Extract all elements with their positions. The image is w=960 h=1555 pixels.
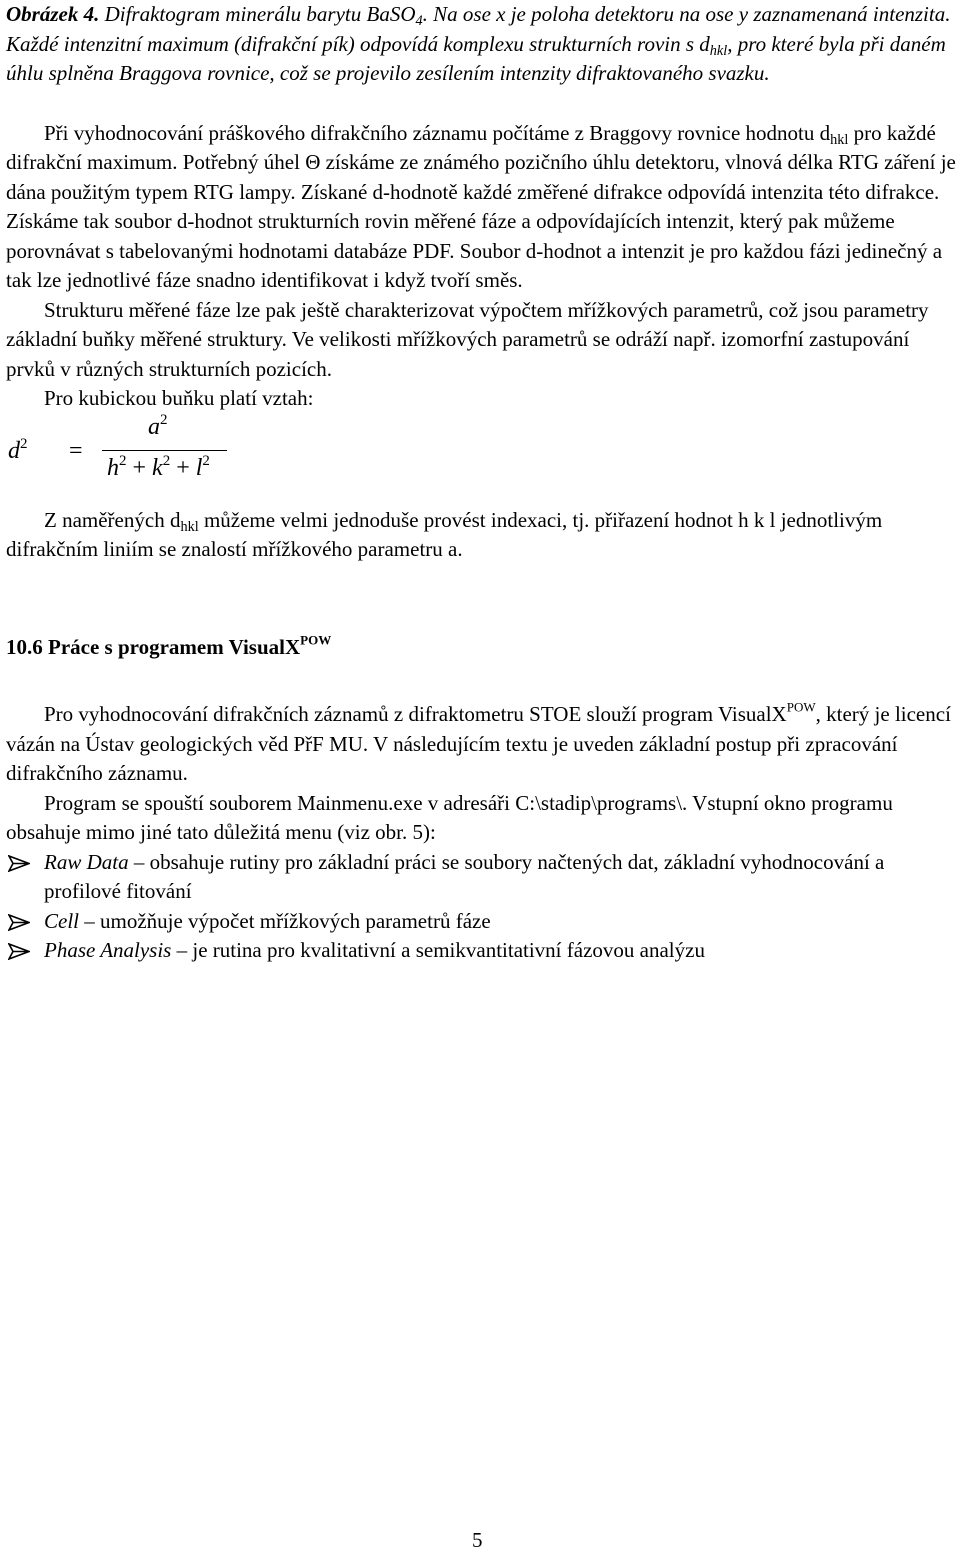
caption-text: , pro které byla při daném úhlu splněna Braggova rovnice, což se projevilo zesílením intenzity difraktovaného svazku. xyxy=(6,31,946,85)
list-item-text: – obsahuje rutiny pro základní práci se soubory načtených dat, základní vyhodnocování a profilové fitování xyxy=(44,849,885,903)
formula-lhs xyxy=(8,435,28,465)
document-page xyxy=(6,0,956,966)
formula-numerator xyxy=(148,411,168,441)
paragraph-superscript: POW xyxy=(786,699,816,715)
formula-exponent: 2 xyxy=(202,452,210,469)
paragraph-visualx xyxy=(6,700,956,789)
caption-text: Difraktogram minerálu barytu BaSO xyxy=(99,2,416,26)
caption-label: Obrázek 4. xyxy=(6,2,100,26)
paragraph-lattice xyxy=(6,296,956,385)
menu-name: Raw Data xyxy=(44,849,129,874)
formula-denominator xyxy=(107,452,210,482)
arrow-bullet-icon xyxy=(8,855,30,872)
fraction-bar xyxy=(102,450,227,451)
paragraph-indexing xyxy=(6,506,956,565)
formula-plus: + xyxy=(132,454,147,481)
paragraph-text: Pro vyhodnocování difrakčních záznamů z difraktometru STOE slouží program VisualX xyxy=(44,702,787,726)
menu-list xyxy=(6,848,956,966)
list-item xyxy=(6,936,956,966)
formula-exponent: 2 xyxy=(162,452,171,469)
list-item-text: – je rutina pro kvalitativní a semikvantitativní fázovou analýzu xyxy=(171,938,705,962)
formula-exponent: 2 xyxy=(160,411,168,428)
formula-variable-l: l xyxy=(195,454,203,481)
paragraph-subscript: hkl xyxy=(180,518,199,535)
paragraph-text: Strukturu měřené fáze lze pak ještě charakterizovat výpočtem mřížkových parametrů, což jsou parametry základní buňky měřené struktury. Ve velikosti mřížkových parametrů se odráží např. izomorfní zastupování prvků v různých strukturních pozicích. xyxy=(6,297,929,381)
figure-caption xyxy=(6,0,956,89)
section-heading-superscript: POW xyxy=(300,632,332,648)
formula-plus: + xyxy=(176,454,190,481)
arrow-bullet-icon xyxy=(8,914,30,931)
paragraph-mainmenu xyxy=(6,789,956,848)
paragraph-text: Při vyhodnocování práškového difrakčního záznamu počítáme z Braggovy rovnice hodnotu d xyxy=(44,120,831,145)
formula-lhs-variable: d xyxy=(8,437,20,464)
formula-variable-h: h xyxy=(107,454,119,481)
formula-exponent: 2 xyxy=(20,435,28,452)
formula-numerator-variable: a xyxy=(148,413,160,440)
menu-name: Cell xyxy=(44,908,79,933)
cubic-cell-formula xyxy=(6,411,956,506)
menu-name: Phase Analysis xyxy=(44,938,172,962)
section-heading-text: 10.6 Práce s programem VisualX xyxy=(6,634,301,659)
arrow-bullet-icon xyxy=(8,943,30,960)
formula-exponent: 2 xyxy=(119,452,127,469)
formula-equals: = xyxy=(69,437,83,464)
paragraph-subscript: hkl xyxy=(830,131,849,148)
list-item xyxy=(6,907,956,937)
caption-subscript: hkl xyxy=(709,42,728,59)
paragraph-text: pro každé difrakční maximum. Potřebný úhel Θ získáme ze známého pozičního úhlu detektoru, vlnová délka RTG záření je dána použitým typem RTG lampy. Získané d-hodnotě každé změřené difrakce odpovídá intenzita této difrakce. Získáme tak soubor d-hodnot strukturních rovin měřené fáze a odpovídajících intenzit, který pak můžeme porovnávat s tabelovanými hodnotami databáze PDF. Soubor d-hodnot a intenzit je pro každou fázi jedinečný a tak lze jednotlivé fáze snadno identifikovat i když tvoří směs. xyxy=(6,120,956,292)
formula-intro: Pro kubickou buňku platí vztah: xyxy=(44,386,314,410)
list-item-text: – umožňuje výpočet mřížkových parametrů fáze xyxy=(79,908,491,933)
paragraph-text: Z naměřených d xyxy=(44,507,181,532)
formula-variable-k: k xyxy=(152,454,163,481)
caption-subscript: 4 xyxy=(415,12,423,29)
paragraph-bragg xyxy=(6,119,956,296)
page-number: 5 xyxy=(472,1528,483,1552)
caption-text: . Na ose x je poloha detektoru na ose y zaznamenaná intenzita. Každé intenzitní maximum (difrakční pík) odpovídá komplexu strukturních rovin s d xyxy=(6,2,951,56)
paragraph-text: Program se spouští souborem Mainmenu.exe v adresáři C:\stadip\programs\. Vstupní okno programu obsahuje mimo jiné tato důležitá menu (viz obr. 5): xyxy=(6,790,893,844)
paragraph-text: , který je licencí vázán na Ústav geologických věd PřF MU. V následujícím textu je uveden základní postup při zpracování difrakčního záznamu. xyxy=(6,702,951,785)
paragraph-text: můžeme velmi jednoduše provést indexaci, tj. přiřazení hodnot h k l jednotlivým difrakčním liniím se znalostí mřížkového parametru a. xyxy=(6,507,883,561)
section-heading xyxy=(6,633,956,663)
list-item xyxy=(6,848,956,907)
